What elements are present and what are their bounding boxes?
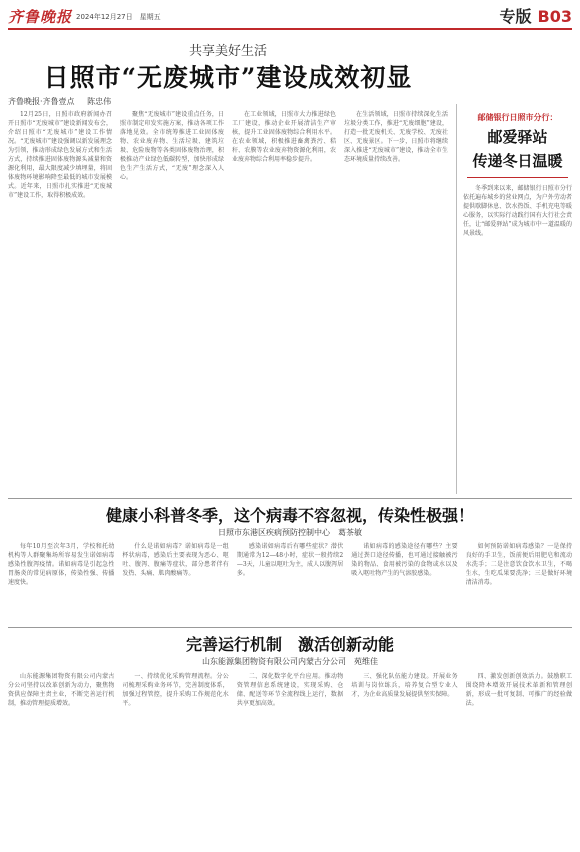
story2-headline: 健康小科普冬季，这个病毒不容忽视，传染性极强！ [105, 506, 474, 525]
lead-column-4: 在生活领域，日照市持续深化生活垃圾分类工作，推进“无废细胞”建设，打造一批无废机关、无废学校、无废社区、无废景区。下一步，日照市将继续深入推进“无废城市”建设，推动全市生态环境质量持续改善。 [344, 111, 448, 163]
story2-column-1: 每年10月至次年3月，学校和托幼机构等人群聚集场所容易发生诺如病毒感染性腹泻疫情。诺如病毒是引起急性胃肠炎的常见病原体，传染性强、传播速度快。 [8, 543, 115, 586]
story2-column-4: 诺如病毒的感染途径有哪些？主要通过粪口途径传播，也可通过接触被污染的物品、食用被污染的食物或水以及吸入呕吐物产生的气溶胶感染。 [351, 543, 458, 577]
section-label [500, 4, 572, 27]
lead-column-1: 12月25日，日照市政府新闻办召开日照市“无废城市”建设新闻发布会，介绍日照市“无废城市”建设工作情况。“无废城市”建设强调以新发展理念为引领，推动形成绿色发展方式和生活方式，持续推进固体废物源头减量和资源化利用，最大限度减少填埋量，将固体废物环境影响降至最低的城市发展模式。近年来，日照市扎实推进“无废城市”建设工作，取得积极成效。 [8, 111, 112, 199]
section-divider-2 [8, 627, 572, 628]
story3-column-3: 二、深化数字化平台应用。推动物资管理信息系统建设，实现采购、仓储、配送等环节全流程线上运行，数据共享更加高效。 [236, 673, 344, 707]
page-number: B03 [537, 7, 572, 26]
section-divider-1 [8, 498, 572, 499]
issue-date: 2024年12月27日 星期五 [76, 13, 161, 21]
story3-column-4: 三、强化队伍能力建设。开展业务培训与岗位练兵，培养复合型专业人才，为企业高质量发展提供坚实保障。 [351, 673, 458, 698]
sidebar-story [456, 104, 572, 494]
story3-column-1: 山东能源集团物资有限公司内蒙古分公司坚持以改革创新为动力，聚焦物资供应保障主责主业，不断完善运行机制，推动管理提质增效。 [8, 673, 115, 707]
story3-column-5: 四、激发创新创效活力。鼓励职工围绕降本增效开展技术革新和管理创新，形成一批可复制、可推广的经验做法。 [465, 673, 573, 707]
lead-column-2: 聚焦“无废城市”建设重点任务，日照市制定印发实施方案，推动各项工作落地见效。全市统筹推进工业固体废物、农业废弃物、生活垃圾、建筑垃圾、危险废物等各类固体废物治理，积极推动产业绿色低碳转型，加快形成绿色生产生活方式，“无废”理念深入人心。 [120, 111, 224, 181]
lead-column-3: 在工业领域，日照市大力推进绿色工厂建设，推动企业开展清洁生产审核，提升工业固体废物综合利用水平。在农业领域，积极推进畜禽粪污、秸秆、农膜等农业废弃物资源化利用，农业废弃物综合利用率稳步提升。 [232, 111, 336, 163]
sidebar-body: 冬季到来以来，邮储银行日照市分行依托遍布城乡的营业网点，为户外劳动者提供歇脚休息、饮水热饭、手机充电等暖心服务，以实际行动践行国有大行社会责任，让“邮爱驿站”成为城市中一道温暖的风景线。 [463, 185, 572, 237]
lead-byline [8, 96, 448, 107]
story2-column-2: 什么是诺如病毒？诺如病毒是一组杯状病毒，感染后主要表现为恶心、呕吐、腹泻、腹痛等症状，部分患者伴有发热、头痛、肌肉酸痛等。 [122, 543, 229, 577]
story2-column-3: 感染诺如病毒后有哪些症状？潜伏期通常为12—48小时，症状一般持续2—3天，儿童以呕吐为主，成人以腹泻居多。 [236, 543, 344, 577]
sidebar-title-line1: 邮爱驿站 [487, 128, 548, 146]
story2-byline: 日照市东港区疾病预防控制中心 葛茶敏 [218, 528, 362, 537]
section-name: 专版 [499, 7, 532, 26]
sidebar-divider [467, 177, 568, 178]
story3-headline: 完善运行机制 激活创新动能 [185, 635, 394, 654]
byline-outlet: 齐鲁晚报·齐鲁壹点 [8, 97, 75, 106]
story3-body [8, 672, 572, 846]
byline-reporter: 陈忠伟 [87, 97, 112, 106]
sidebar-title-line2: 传递冬日温暖 [472, 152, 563, 170]
story2-column-5: 如何预防诺如病毒感染？一是保持良好的手卫生，饭前便后用肥皂和流动水洗手；二是注意饮食饮水卫生，不喝生水，生吃瓜果要洗净；三是做好环境清洁消毒。 [465, 543, 573, 586]
lead-body [8, 110, 448, 494]
story3-byline: 山东能源集团物资有限公司内蒙古分公司 苑维佳 [202, 657, 378, 666]
masthead [8, 4, 572, 30]
lead-headline: 日照市“无废城市”建设成效初显 [43, 63, 413, 92]
lead-kicker: 共享美好生活 [188, 44, 267, 59]
story2-body [8, 542, 572, 624]
sidebar-kicker: 邮储银行日照市分行： [477, 113, 558, 122]
newspaper-logo: 齐鲁晚报 [8, 8, 73, 26]
story3-column-2: 一、持续优化采购管理流程。分公司梳理采购业务环节，完善制度体系，加强过程管控，提升采购工作规范化水平。 [122, 673, 229, 707]
